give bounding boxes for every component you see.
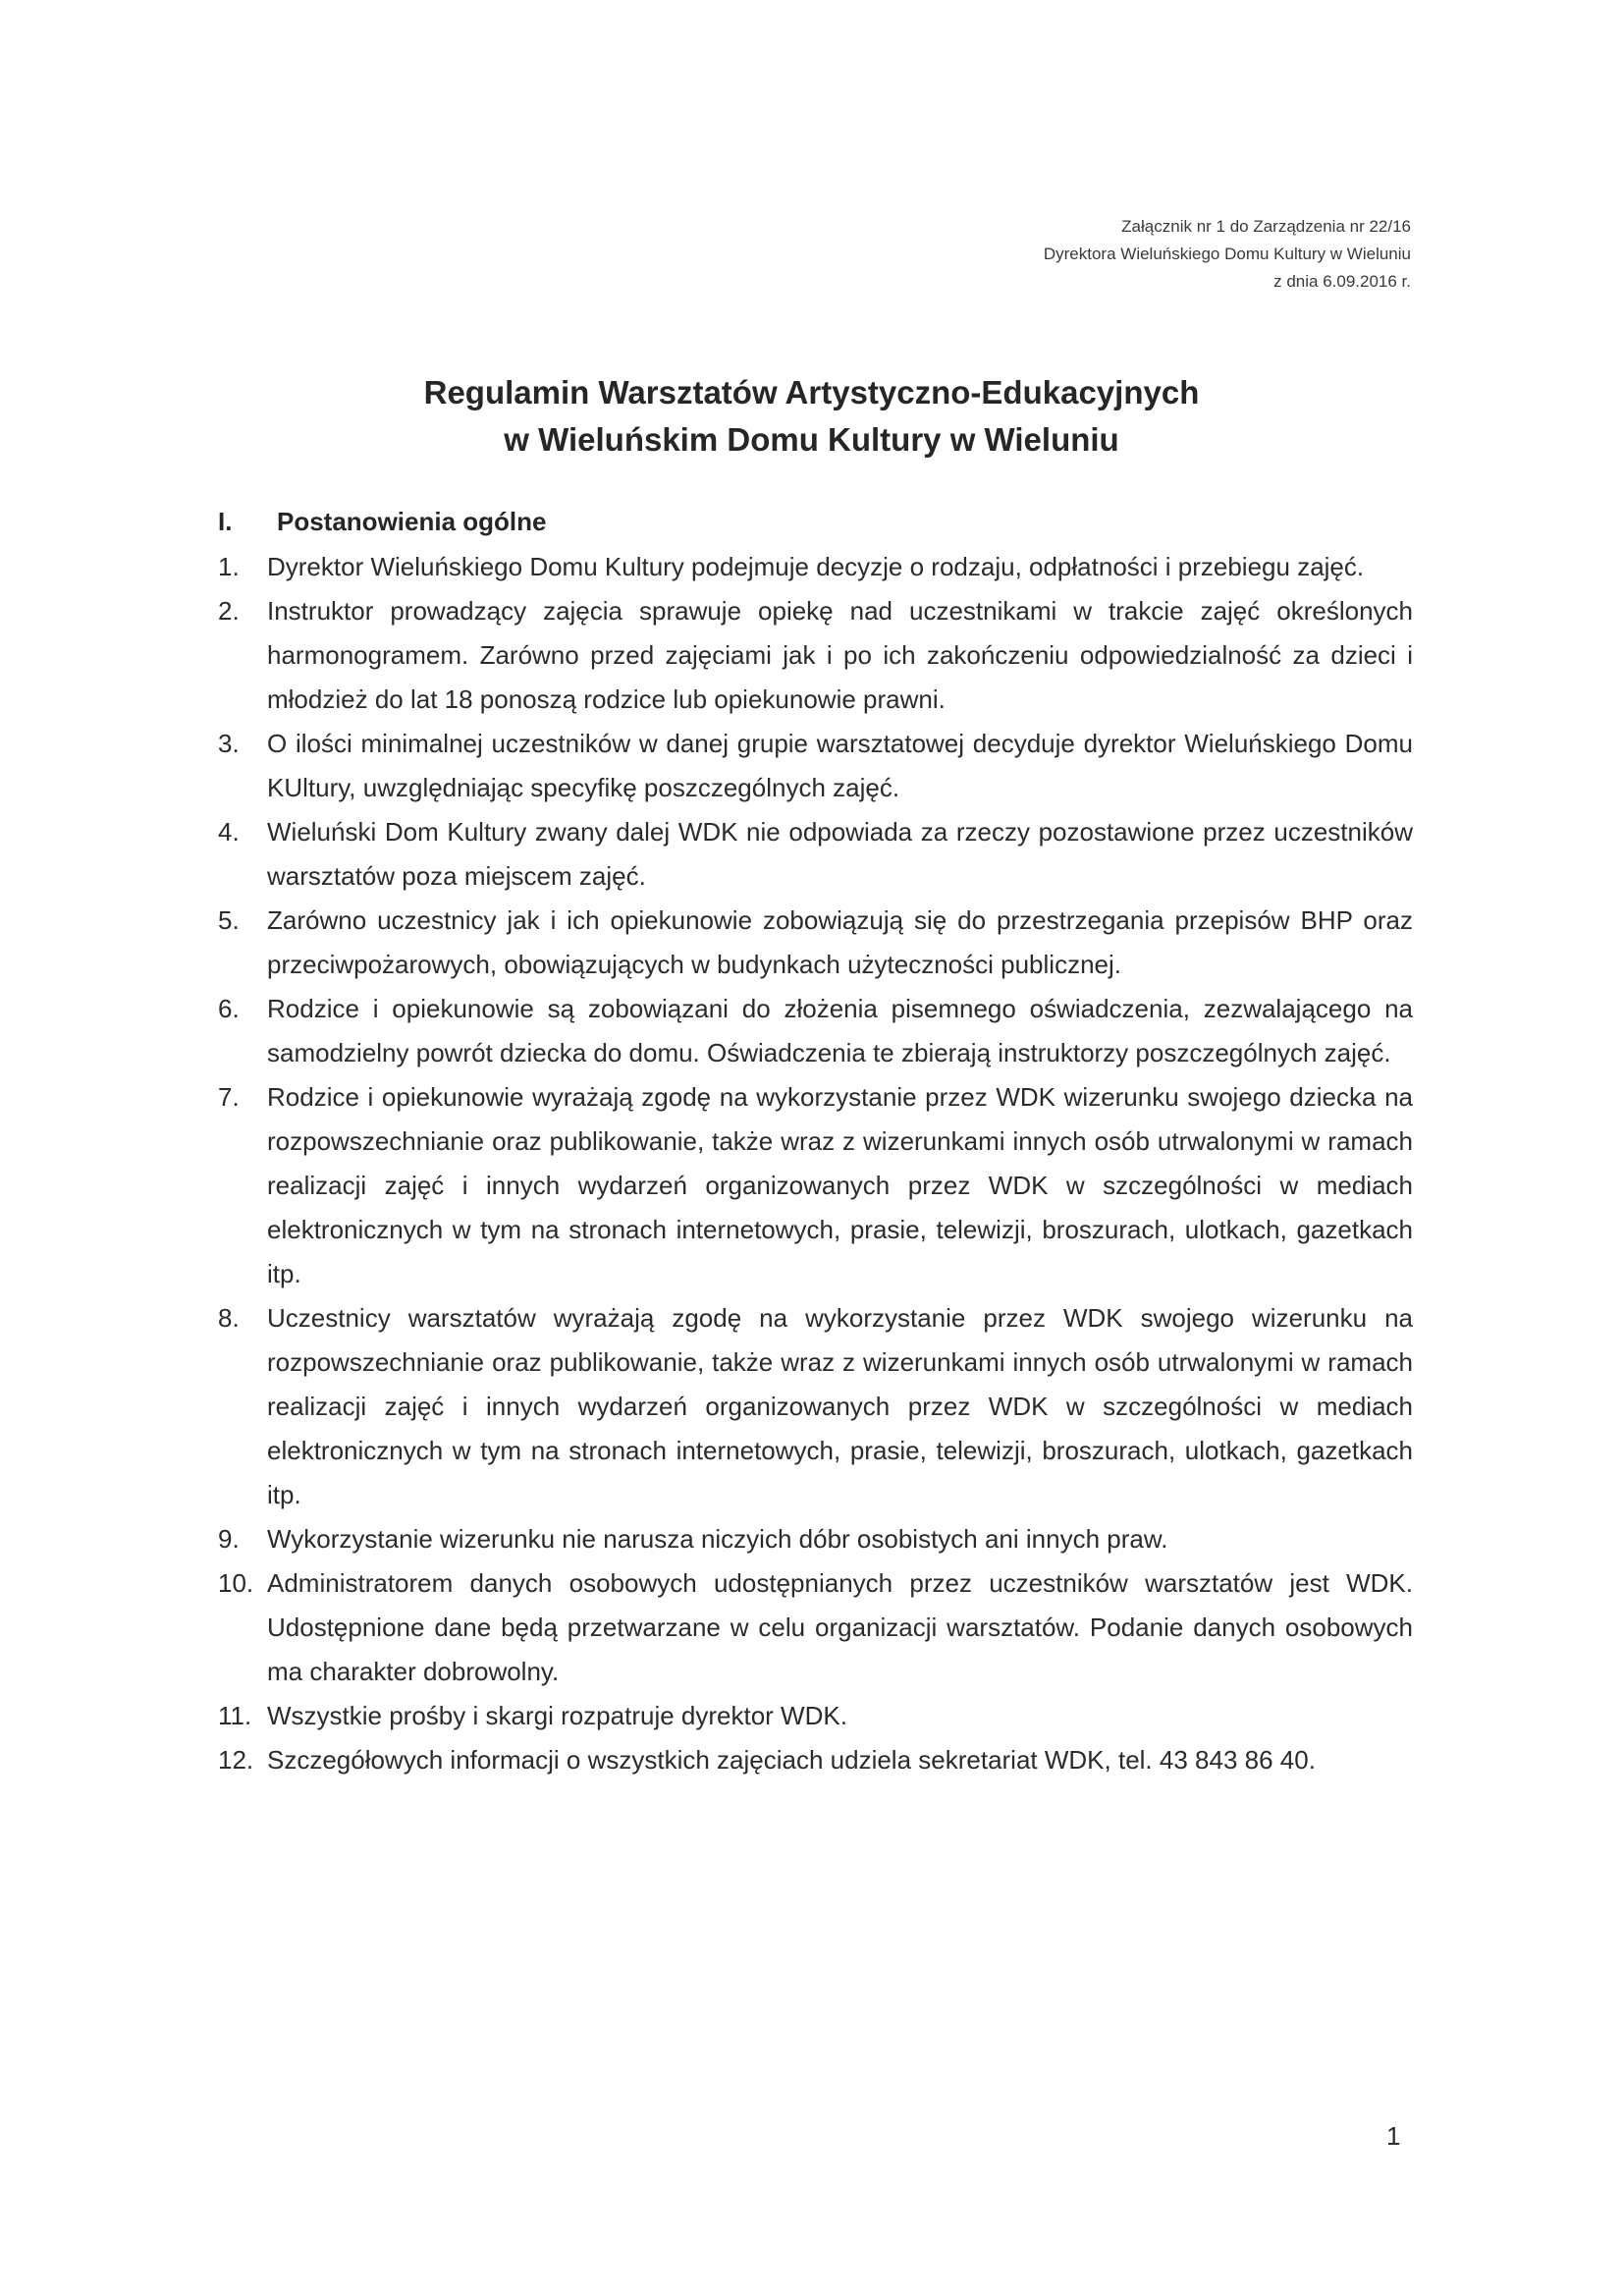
section-heading	[218, 503, 546, 540]
item-text: Administratorem danych osobowych udostępnianych przez uczestników warsztatów jest WDK. Udostępnione dane będą przetwarzane w celu organizacji warsztatów. Podanie danych osobowych ma charakter dobrowolny.	[267, 1568, 1413, 1686]
item-number: 1.	[218, 552, 240, 581]
item-number: 4.	[218, 817, 240, 847]
item-text: Uczestnicy warsztatów wyrażają zgodę na wykorzystanie przez WDK swojego wizerunku na rozpowszechnianie oraz publikowanie, także wraz z wizerunkami innych osób utrwalonymi w ramach realizacji zajęć i innych wydarzeń organizowanych przez WDK w szczególności w mediach elektronicznych w tym na stronach internetowych, prasie, telewizji, broszurach, ulotkach, gazetkach itp.	[267, 1303, 1413, 1509]
list-item	[218, 589, 1413, 722]
item-number: 9.	[218, 1524, 240, 1554]
item-text: Wszystkie prośby i skargi rozpatruje dyrektor WDK.	[267, 1701, 847, 1730]
item-number: 7.	[218, 1082, 240, 1112]
item-number: 11.	[218, 1701, 252, 1730]
list-item	[218, 545, 1413, 589]
item-text: O ilości minimalnej uczestników w danej grupie warsztatowej decyduje dyrektor Wieluńskiego Domu KUltury, uwzględniając specyfikę poszczególnych zajęć.	[267, 729, 1413, 802]
list-item	[218, 899, 1413, 987]
document-title	[0, 369, 1623, 464]
annex-line-1: Załącznik nr 1 do Zarządzenia nr 22/16	[1121, 217, 1411, 236]
item-text: Wieluński Dom Kultury zwany dalej WDK nie odpowiada za rzeczy pozostawione przez uczestników warsztatów poza miejscem zajęć.	[267, 817, 1413, 891]
list-item	[218, 1075, 1413, 1296]
list-item	[218, 722, 1413, 810]
title-line-1: Regulamin Warsztatów Artystyczno-Edukacyjnych	[423, 374, 1200, 410]
item-text: Rodzice i opiekunowie są zobowiązani do złożenia pisemnego oświadczenia, zezwalającego na samodzielny powrót dziecka do domu. Oświadczenia te zbierają instruktorzy poszczególnych zajęć.	[267, 994, 1413, 1067]
title-line-2: w Wieluńskim Domu Kultury w Wieluniu	[504, 421, 1119, 458]
page-number: 1	[1386, 2121, 1401, 2151]
list-item	[218, 987, 1413, 1075]
list-item	[218, 810, 1413, 899]
item-number: 2.	[218, 596, 240, 626]
item-text: Zarówno uczestnicy jak i ich opiekunowie zobowiązują się do przestrzegania przepisów BHP oraz przeciwpożarowych, obowiązujących w budynkach użyteczności publicznej.	[267, 905, 1413, 979]
item-text: Instruktor prowadzący zajęcia sprawuje opiekę nad uczestnikami w trakcie zajęć określonych harmonogramem. Zarówno przed zajęciami jak i po ich zakończeniu odpowiedzialność za dzieci i młodzież do lat 18 ponoszą rodzice lub opiekunowie prawni.	[267, 596, 1413, 714]
item-text: Rodzice i opiekunowie wyrażają zgodę na wykorzystanie przez WDK wizerunku swojego dziecka na rozpowszechnianie oraz publikowanie, także wraz z wizerunkami innych osób utrwalonymi w ramach realizacji zajęć i innych wydarzeń organizowanych przez WDK w szczególności w mediach elektronicznych w tym na stronach internetowych, prasie, telewizji, broszurach, ulotkach, gazetkach itp.	[267, 1082, 1413, 1288]
item-number: 8.	[218, 1303, 240, 1333]
item-text: Szczegółowych informacji o wszystkich zajęciach udziela sekretariat WDK, tel. 43 843 86 40.	[267, 1745, 1316, 1775]
annex-line-2: Dyrektora Wieluńskiego Domu Kultury w Wieluniu	[1043, 245, 1411, 263]
list-item	[218, 1517, 1413, 1561]
list-item	[218, 1561, 1413, 1694]
item-number: 3.	[218, 729, 240, 758]
item-text: Wykorzystanie wizerunku nie narusza niczyich dóbr osobistych ani innych praw.	[267, 1524, 1168, 1554]
annex-line-3: z dnia 6.09.2016 r.	[1273, 272, 1411, 291]
item-number: 5.	[218, 905, 240, 935]
section-number: I.	[218, 507, 233, 536]
list-item	[218, 1694, 1413, 1738]
list-item	[218, 1738, 1413, 1782]
item-text: Dyrektor Wieluńskiego Domu Kultury podejmuje decyzje o rodzaju, odpłatności i przebiegu zajęć.	[267, 552, 1365, 581]
item-number: 10.	[218, 1568, 254, 1598]
section-title: Postanowienia ogólne	[277, 507, 547, 536]
item-number: 6.	[218, 994, 240, 1023]
item-number: 12.	[218, 1745, 254, 1775]
annex-header	[1044, 213, 1411, 296]
list-item	[218, 1296, 1413, 1517]
regulation-list	[218, 545, 1413, 1782]
